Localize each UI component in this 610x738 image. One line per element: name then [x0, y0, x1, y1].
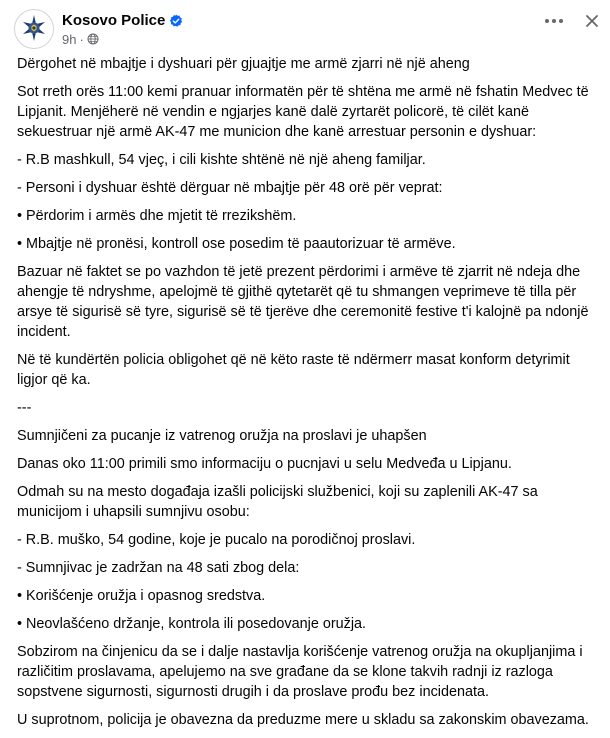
post-paragraph: • Përdorim i armës dhe mjetit të rrezikshëm. [17, 208, 297, 224]
more-options-icon [544, 18, 564, 24]
verified-badge-icon [169, 14, 183, 28]
post-paragraph: U suprotnom, policija je obavezna da preduzme mere u skladu sa zakonskim obavezama. [17, 712, 589, 728]
post-paragraph: • Korišćenje oružja i opasnog sredstva. [17, 588, 266, 604]
post-paragraph: Danas oko 11:00 primili smo informaciju o pucnjavi u selu Medveđa u Lipjanu. [17, 456, 512, 472]
post-paragraph: - R.B. muško, 54 godine, koje je pucalo na porodičnoj proslavi. [17, 532, 416, 548]
post-paragraph: Bazuar në faktet se po vazhdon të jetë prezent përdorimi i armëve të zjarrit në ndeja dhe ahengje të ndryshme, apelojmë të gjithë qytetarët që tu shmangen veprimeve të tilla për arsye të sigurisë së tyre, sigurisë së të tjerëve dhe ceremonitë festive t'i kalojnë pa ndonjë incident. [17, 264, 589, 340]
kosovo-police-logo-icon [15, 10, 53, 48]
meta-separator: · [79, 31, 84, 47]
post-paragraph: Dërgohet në mbajtje i dyshuari për gjuajtje me armë zjarri në një aheng [17, 56, 470, 72]
globe-icon [87, 33, 99, 45]
page-name-link[interactable]: Kosovo Police [62, 12, 166, 29]
post-paragraph: - Personi i dyshuar është dërguar në mbajtje për 48 orë për veprat: [17, 180, 443, 196]
post-paragraph: Odmah su na mesto događaja izašli policijski službenici, koji su zaplenili AK-47 sa municijom i uhapsili sumnjivu osobu: [17, 484, 538, 520]
post-paragraph: Sot rreth orës 11:00 kemi pranuar informatën për të shtëna me armë në fshatin Medvec të Lipjanit. Menjëherë në vendin e ngjarjes kanë dalë zyrtarët policorë, të cilët kanë sekuestruar një armë AK-47 me municion dhe kanë arrestuar personin e dyshuar: [17, 84, 589, 140]
post-paragraph: Sumnjičeni za pucanje iz vatrenog oružja na proslavi je uhapšen [17, 428, 427, 444]
post-header [14, 9, 594, 51]
page-avatar[interactable] [14, 9, 54, 49]
close-button[interactable] [582, 11, 602, 31]
post-timestamp[interactable]: 9h [62, 31, 77, 47]
more-options-button[interactable] [542, 12, 566, 30]
author-row [62, 12, 183, 30]
post-meta [62, 31, 99, 47]
close-icon [585, 14, 599, 28]
post-paragraph: • Mbajtje në pronësi, kontroll ose posedim të paautorizuar të armëve. [17, 236, 456, 252]
post-separator: --- [17, 400, 32, 416]
post-paragraph: Sobzirom na činjenicu da se i dalje nastavlja korišćenje vatrenog oružja na okupljanjima i različitim proslavama, apelujemo na sve građane da se klone takvih radnji iz razloga sopstvene sigurnosti, sigurnosti drugih i da proslave prođu bez incidenata. [17, 644, 583, 700]
post-paragraph: - R.B mashkull, 54 vjeç, i cili kishte shtënë në një aheng familjar. [17, 152, 426, 168]
post-body [17, 54, 595, 738]
post-paragraph: - Sumnjivac je zadržan na 48 sati zbog dela: [17, 560, 300, 576]
post-paragraph: Në të kundërtën policia obligohet që në këto raste të ndërmerr masat konform detyrimit ligjor që ka. [17, 352, 570, 388]
post-paragraph: • Neovlašćeno držanje, kontrola ili posedovanje oružja. [17, 616, 367, 632]
